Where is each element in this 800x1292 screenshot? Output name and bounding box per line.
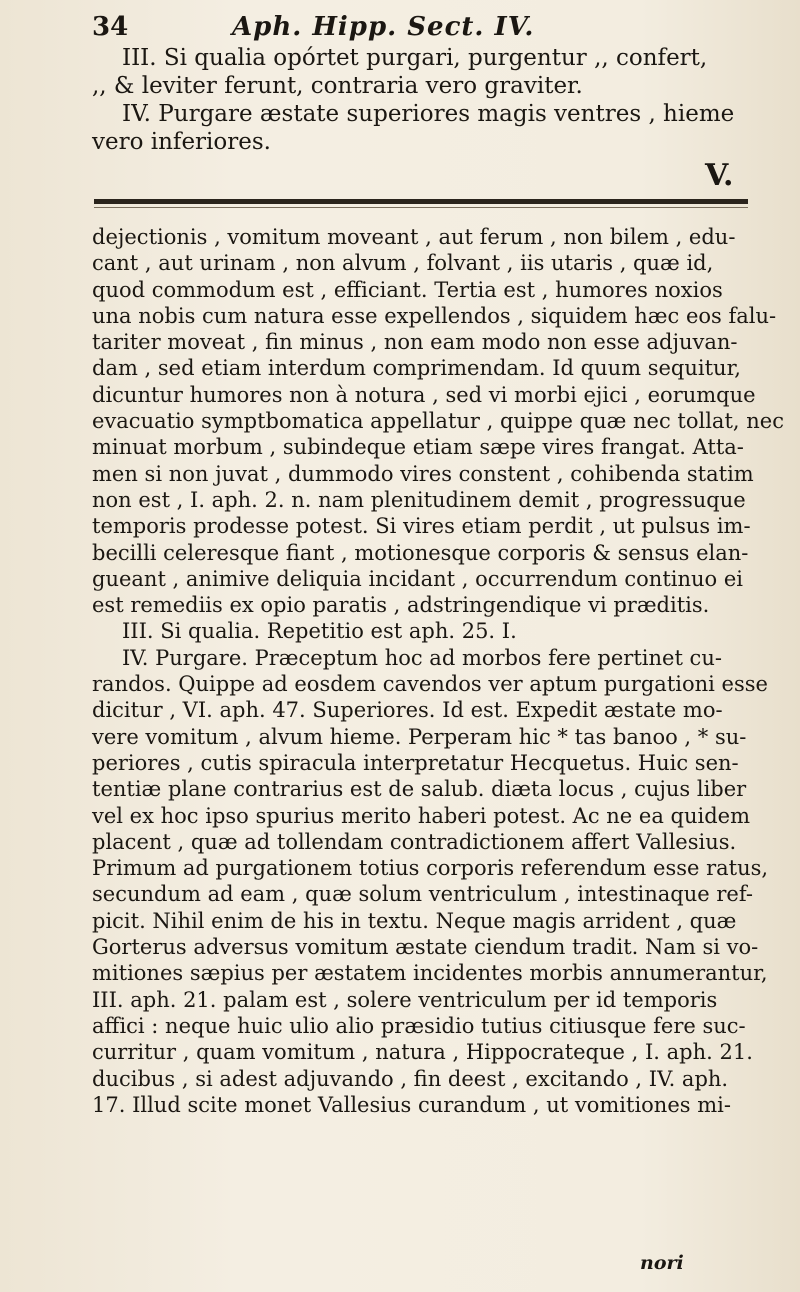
commentary-line: est remediis ex opio paratis , adstringendique vi præditis. <box>92 593 710 618</box>
commentary-line: men si non juvat , dummodo vires constent , cohibenda statim <box>92 461 754 486</box>
commentary-line: becilli celeresque fiant , motionesque corporis & sensus elan- <box>92 540 749 565</box>
commentary-line: vere vomitum , alvum hieme. Perperam hic * tas banoo , * su- <box>92 724 747 749</box>
commentary-line: quod commodum est , efficiant. Tertia est , humores noxios <box>92 277 723 302</box>
aphorism-line: ,, & leviter ferunt, contraria vero graviter. <box>92 73 583 99</box>
commentary-line: vel ex hoc ipso spurius merito haberi potest. Ac ne ea quidem <box>92 803 751 828</box>
commentary-line: dicuntur humores non à notura , sed vi morbi ejici , eorumque <box>92 382 756 407</box>
commentary-line: randos. Quippe ad eosdem cavendos ver aptum purgationi esse <box>92 672 768 697</box>
commentary-line: cant , aut urinam , non alvum , folvant , iis utaris , quæ id, <box>92 251 714 276</box>
commentary-line: picit. Nihil enim de his in textu. Neque magis arrident , quæ <box>92 908 737 933</box>
catchword: nori <box>640 1252 684 1274</box>
commentary-line: secundum ad eam , quæ solum ventriculum , intestinaque ref- <box>92 882 753 907</box>
aphorism-line: IV. Purgare æstate superiores magis ventres , hieme <box>122 101 735 127</box>
aphorism-line: III. Si qualia opórtet purgari, purgentur ,, confert, <box>122 45 708 71</box>
commentary-line: 17. Illud scite monet Vallesius curandum , ut vomitiones mi- <box>92 1092 731 1117</box>
divider-rule-thin <box>94 207 748 208</box>
commentary-line: mitiones sæpius per æstatem incidentes morbis annumerantur, <box>92 961 768 986</box>
commentary-line: dicitur , VI. aph. 47. Superiores. Id est. Expedit æstate mo- <box>92 698 723 723</box>
page-number: 34 <box>92 12 129 42</box>
commentary-line: minuat morbum , subindeque etiam sæpe vires frangat. Atta- <box>92 435 744 460</box>
divider-rule <box>94 199 748 204</box>
commentary-line: curritur , quam vomitum , natura , Hippocrateque , I. aph. 21. <box>92 1040 753 1065</box>
commentary-line: tariter moveat , fin minus , non eam modo non esse adjuvan- <box>92 330 738 355</box>
commentary-line: Gorterus adversus vomitum æstate ciendum tradit. Nam si vo- <box>92 935 759 960</box>
commentary-line: Primum ad purgationem totius corporis referendum esse ratus, <box>92 856 769 881</box>
commentary-text <box>92 224 784 1118</box>
commentary-line: III. Si qualia. Repetitio est aph. 25. I. <box>122 619 517 644</box>
commentary-line: placent , quæ ad tollendam contradictionem affert Vallesius. <box>92 829 737 854</box>
commentary-line: tentiæ plane contrarius est de salub. diæta locus , cujus liber <box>92 777 747 802</box>
page-header <box>92 6 732 46</box>
aphorism-line: vero inferiores. <box>92 129 271 155</box>
running-head: Aph. Hipp. Sect. IV. <box>232 12 535 42</box>
commentary-line: III. aph. 21. palam est , solere ventriculum per id temporis <box>92 987 718 1012</box>
commentary-line: evacuatio symptbomatica appellatur , quippe quæ nec tollat, nec <box>92 409 784 434</box>
commentary-line: non est , I. aph. 2. n. nam plenitudinem demit , progressuque <box>92 487 746 512</box>
commentary-line: affici : neque huic ulio alio præsidio tutius citiusque fere suc- <box>92 1013 746 1038</box>
commentary-line: dam , sed etiam interdum comprimendam. Id quum sequitur, <box>92 356 741 381</box>
commentary-line: gueant , animive deliquia incidant , occurrendum continuo ei <box>92 566 743 591</box>
commentary-line: IV. Purgare. Præceptum hoc ad morbos fere pertinet cu- <box>122 645 722 670</box>
commentary-line: ducibus , si adest adjuvando , fin deest , excitando , IV. aph. <box>92 1066 729 1091</box>
commentary-line: una nobis cum natura esse expellendos , siquidem hæc eos falu- <box>92 303 777 328</box>
commentary-line: periores , cutis spiracula interpretatur Hecquetus. Huic sen- <box>92 750 739 775</box>
section-marker: V. <box>705 158 734 193</box>
commentary-line: dejectionis , vomitum moveant , aut ferum , non bilem , edu- <box>92 225 736 249</box>
commentary-line: temporis prodesse potest. Si vires etiam perdit , ut pulsus im- <box>92 514 751 539</box>
aphorism-text <box>92 44 735 156</box>
